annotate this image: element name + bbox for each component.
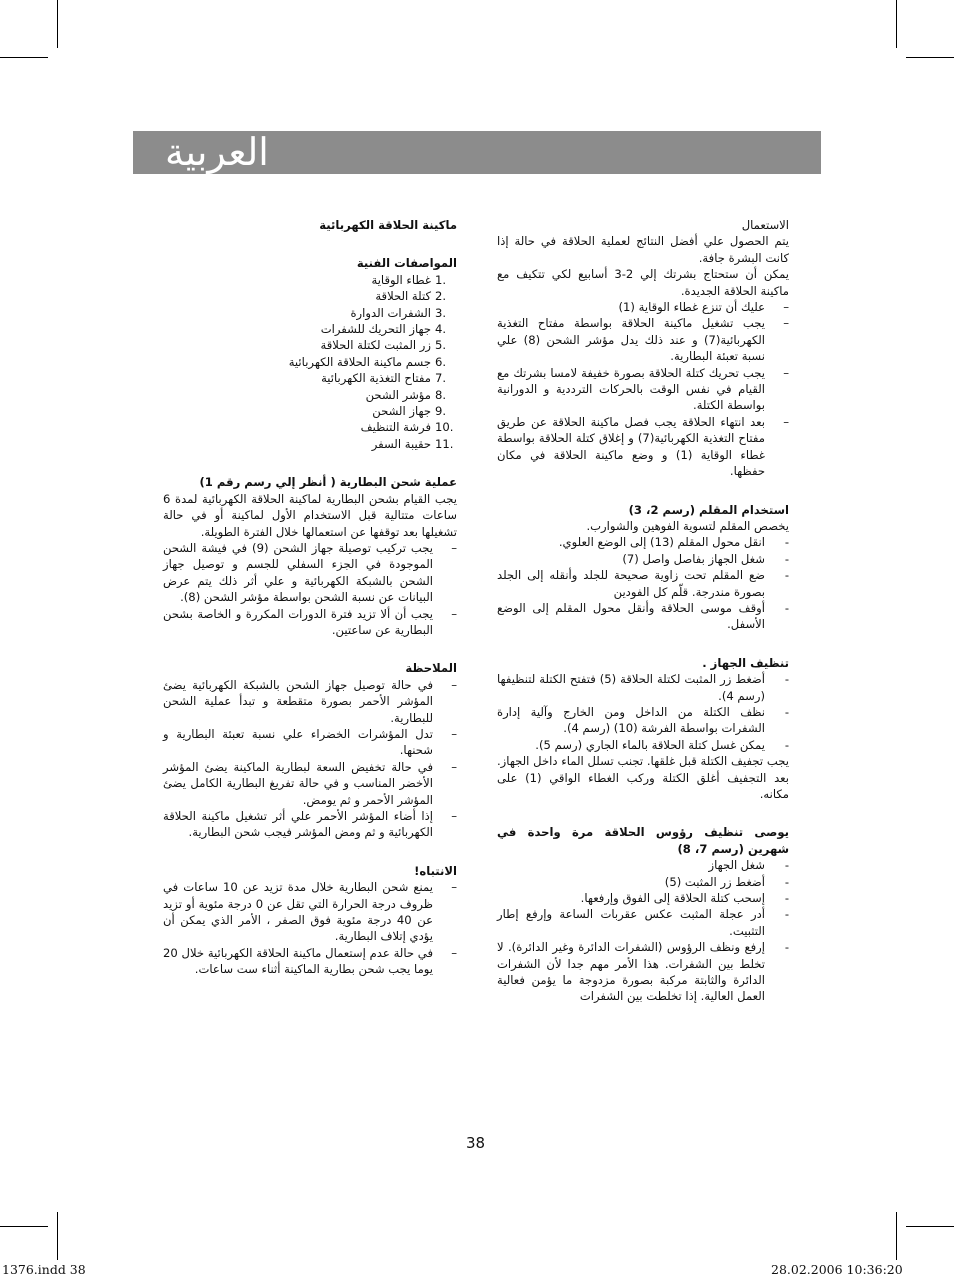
crop-mark: [896, 1212, 897, 1260]
crop-mark: [57, 0, 58, 48]
crop-mark: [57, 1212, 58, 1260]
crop-mark: [906, 57, 954, 58]
list-item: 1. غطاء الوقاية: [371, 272, 447, 287]
product-title: ماكينة الحلاقة الكهربائية: [319, 218, 457, 232]
cleaning-heading: تنظيف الجهاز .: [702, 655, 789, 670]
list-item: – بعد انتهاء الحلاقة يجب فصل ماكينة الحلاقة عن طريق مفتاح التغذية الكهربائية(7) و إغلاق كتلة الحلاقة بواسطة غطاء الوقاية (1) و وضع ماكينة الحلاقة في مكان حفظها.: [497, 414, 789, 479]
list-item: - ضع المقلم تحت زاوية صحيحة للجلد وأنقله إلى الجلد بصورة مندرجة. قلّم كل الفودين: [497, 568, 789, 599]
cleaning-list: [497, 671, 789, 753]
page-number: 38: [466, 1134, 486, 1152]
crop-mark: [906, 1226, 954, 1227]
list-item: – يجب أن ألا تزيد فترة الدورات المكررة و الخاصة بشحن البطارية عن ساعتين.: [163, 606, 457, 637]
list-item: - شغل الجهاز: [708, 858, 789, 873]
list-item: - أوقف موسى الحلاقة وأنقل محول المقلم إلى الوضع الأسفل.: [497, 600, 789, 632]
usage-heading: الاستعمال: [741, 218, 789, 232]
list-item: 3. الشفرات الدوارة: [350, 305, 447, 320]
left-column: [497, 217, 789, 1005]
warning-heading: الانتباه!: [414, 863, 457, 878]
list-item: 4. جهاز التحريك للشفرات: [320, 322, 447, 337]
specs-heading: المواصفات الفنية: [356, 256, 457, 271]
trimmer-heading: استخدام المقلم (رسم 2، 3): [628, 502, 789, 517]
list-item: 6. جسم ماكينة الحلاقة الكهربائية: [288, 354, 447, 369]
trimmer-list: [497, 534, 789, 632]
list-item: 2. كتلة الحلاقة: [375, 289, 447, 304]
footer-file: 1376.indd 38: [2, 1262, 86, 1277]
note-list: [163, 677, 457, 841]
list-item: – يجب تشغيل ماكينة الحلاقة بواسطة مفتاح التغذية الكهربائية(7) و عند ذلك يدل مؤشر الشحن (8) علي نسبة تعبئة البطارية.: [497, 316, 789, 364]
warning-list: [163, 879, 457, 977]
list-item: 5. زر المثبت لكتلة الحلاقة: [320, 338, 447, 353]
heads-list: [497, 857, 789, 1005]
list-item: – في حالة توصيل جهاز الشحن بالشبكة الكهربائية يضئ المؤشر الأحمر بصورة متقطعة و تبدأ عملية الشحن للبطارية.: [163, 677, 457, 725]
list-item: – تدل المؤشرات الخضراء علي نسبة تعبئة البطارية و شحنها.: [163, 726, 457, 758]
list-item: – يجب تركيب توصيلة جهاز الشحن (9) في فيشة الشحن الموجودة في الجزء السفلي للجسم و توصيل جهاز الشحن بالشبكة الكهربائية و علي أثر ذلك يتم عرض البيانات عن نسبة الشحن بواسطة مؤشر الشحن (8).: [163, 540, 457, 605]
list-item: – يجب تحريك كتلة الحلاقة بصورة خفيفة لامسا بشرتك مع القيام في نفس الوقت بالحركات الترددية و الدورانية بواسطة الكتلة.: [497, 365, 789, 413]
charging-heading: عملية شحن البطارية ( أنظر إلي رسم رقم 1): [199, 475, 457, 490]
list-item: - أدر عجلة المثبت عكس عقربات الساعة وإرفع إطار التثبيت.: [497, 907, 789, 938]
note-heading: الملاحظة: [405, 661, 457, 676]
list-item: 7. مفتاح التغذية الكهربائية: [321, 371, 447, 386]
list-item: – في حالة عدم إستعمال ماكينة الحلاقة الكهربائية خلال 20 يوما يجب شحن بطارية الماكينة أثناء ست ساعات.: [163, 945, 457, 977]
language-title: العربية: [165, 130, 269, 174]
usage-list: [497, 299, 789, 479]
usage-paragraph: يمكن أن ستحتاج بشرتك إلي 2-3 أسابيع لكي تتكيف مع ماكينة الحلاقة الجديدة.: [497, 267, 789, 298]
list-item: - أضغط زر المثبت (5): [664, 874, 789, 889]
trimmer-intro: يخصص المقلم لتسوية الفوهين والشوارب.: [586, 518, 789, 533]
list-item: - إسحب كتلة الحلاقة إلى الفوق وإرفعها.: [580, 891, 789, 906]
list-item: - انقل محول المقلم (13) إلى الوضع العلوي.: [558, 535, 789, 550]
right-column: [163, 217, 457, 978]
list-item: - إرفع ونظف الرؤوس (الشفرات الدائرة وغير الدائرة). لا تخلط بين الشفرات. هذا الأمر مهم جدا لأن الشفرات الدائرة والثابتة مركبة بصورة مزدوجة ما يؤمن فعالية العمل العالية. إذا تخلطت بين الشفرات: [497, 940, 789, 1004]
charging-intro: يجب القيام بشحن البطارية لماكينة الحلاقة الكهربائية لمدة 6 ساعات متتالية قبل الاستخدام الأول لماكينة أو في حالة تشغيلها بعد توقفها عن استعمالها خلال الفترة الطويلة.: [163, 491, 457, 539]
cleaning-note: يجب تجفيف الكتلة قبل غلقها. تجنب تسلل الماء داخل الجهاز. بعد التجفيف أغلق الكتلة وركب الغطاء الواقي (1) على مكانه.: [497, 754, 789, 801]
parts-list: [163, 272, 457, 452]
list-item: - أضغط زر المثبت لكتلة الحلاقة (5) فتفتح الكتلة لتنظيفها (رسم 4).: [497, 672, 789, 703]
list-item: - يمكن غسل كتلة الحلاقة بالماء الجاري (رسم 5).: [535, 737, 789, 752]
list-item: - نظف الكتلة من الداخل ومن الخارج وآلية إدارة الشفرات بواسطة الفرشة (10) (رسم 4).: [497, 704, 789, 736]
usage-paragraph: يتم الحصول علي أفضل النتائج لعملية الحلاقة في حالة إذا كانت البشرة جافة.: [497, 234, 789, 265]
footer-datetime: 28.02.2006 10:36:20: [771, 1262, 903, 1277]
crop-mark: [896, 0, 897, 48]
charging-list: [163, 540, 457, 638]
crop-mark: [0, 1226, 48, 1227]
list-item: - شغل الجهاز بفاصل واصل (7): [622, 551, 789, 566]
list-item: – عليك أن تنزع غطاء الوقاية (1): [618, 300, 789, 315]
list-item: 8. مؤشر الشحن: [365, 387, 447, 402]
list-item: – في حالة تخفيض السعة لبطارية الماكينة يضئ المؤشر الأخضر المناسب و في حالة تفريغ البطارية الكامل يضئ المؤشر الأحمر و ثم يومض.: [163, 759, 457, 807]
list-item: – إذا أضاء المؤشر الأحمر علي أثر تشغيل ماكينة الحلاقة الكهربائية و ثم ومض المؤشر فيجب شحن البطارية.: [163, 809, 457, 840]
list-item: 11. حقيبة السفر: [371, 436, 454, 451]
list-item: 10. فرشة التنظيف: [360, 420, 454, 435]
crop-mark: [0, 57, 48, 58]
list-item: – يمنع شحن البطارية خلال مدة تزيد عن 10 ساعات في ظروف درجة الحرارة التي تقل عن 0 درجة مئوية أو تزيد عن 40 درجة مئوية فوق الصفر ، الأمر الذي يمكن أن يؤدي إتلاف البطارية.: [163, 880, 457, 944]
heads-heading: يوصى تنظيف رؤوس الحلاقة مرة واحدة في شهرين (رسم 7، 8): [497, 825, 789, 856]
list-item: 9. جهاز الشحن: [372, 404, 447, 419]
